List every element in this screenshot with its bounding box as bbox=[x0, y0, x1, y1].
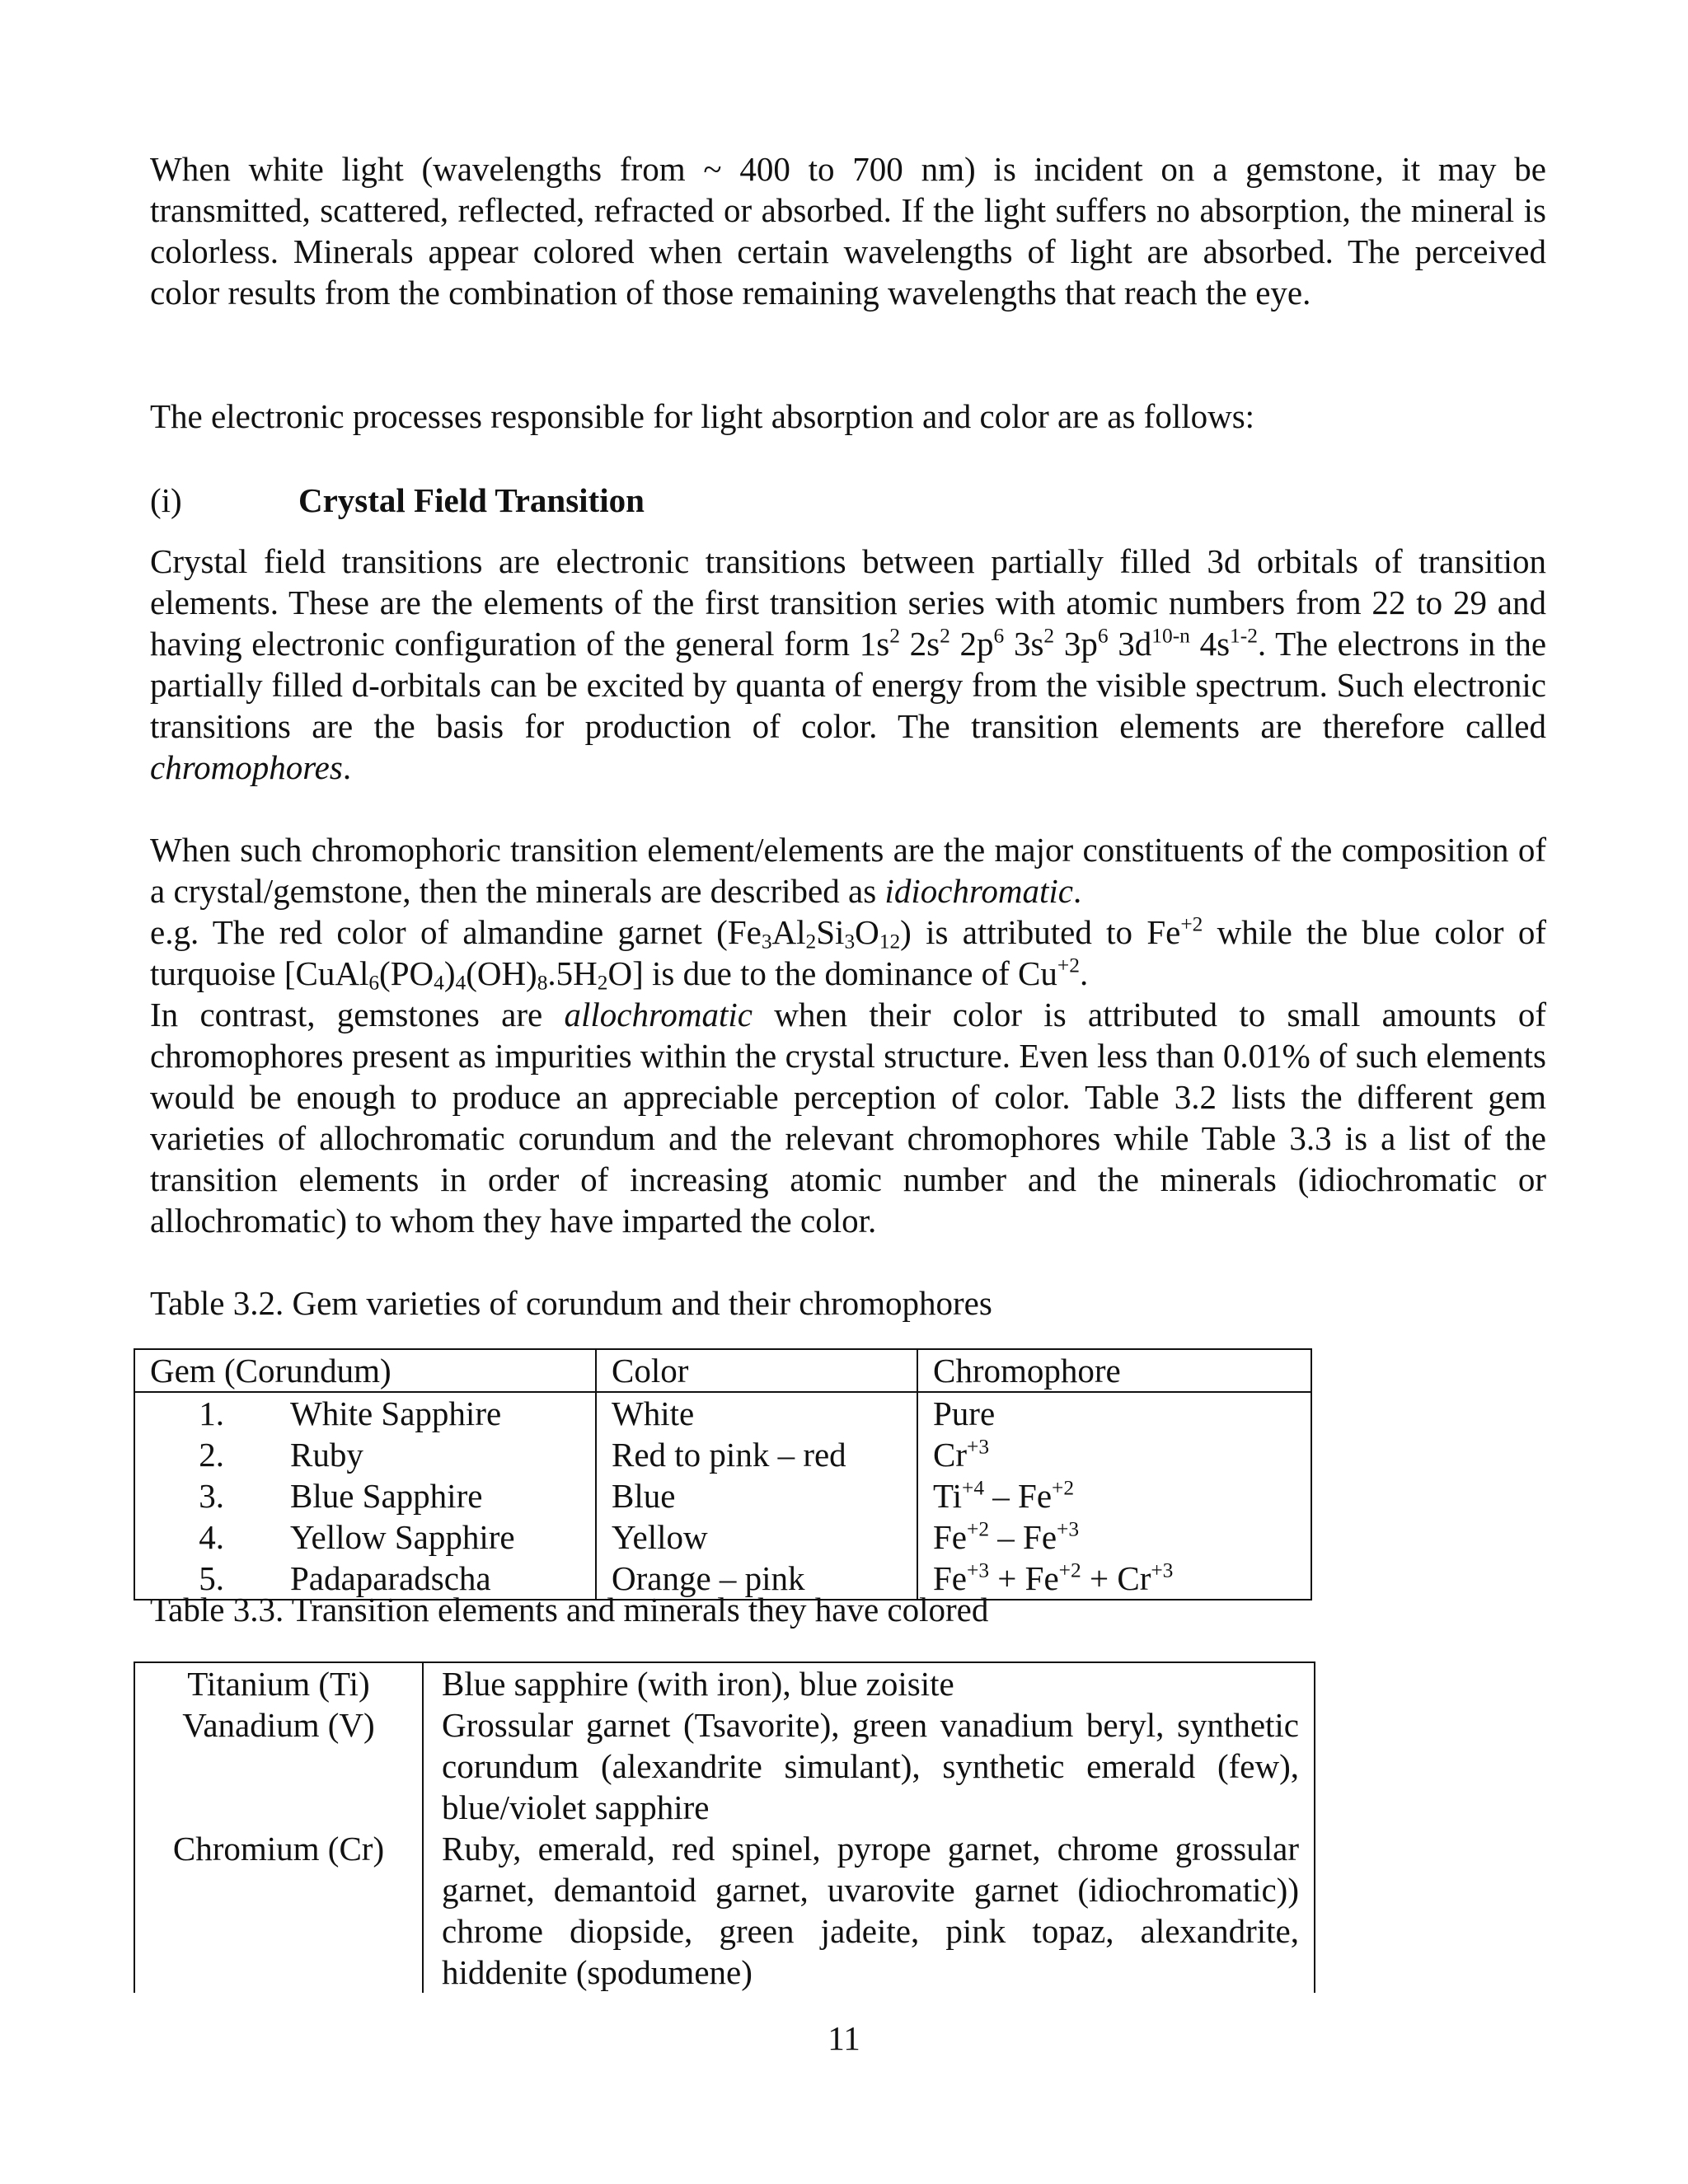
section-number: (i) bbox=[150, 481, 182, 519]
chromophore-cell: $Fe^{+2} - Fe^{+3}$ bbox=[917, 1516, 1311, 1558]
minerals-cell: Ruby, emerald, red spinel, pyrope garnet, chrome grossular garnet, demantoid garnet, uvarovite garnet (idiochromatic)) chrome diopside, green jadeite, pink topaz, alexandrite, hiddenite (spodumene) bbox=[423, 1828, 1315, 1993]
table-row bbox=[134, 1828, 1315, 1993]
column-header: Gem (Corundum) bbox=[134, 1349, 596, 1392]
table-row bbox=[134, 1662, 1315, 1704]
column-header: Color bbox=[596, 1349, 917, 1392]
color-cell: White bbox=[596, 1392, 917, 1434]
color-cell: Yellow bbox=[596, 1516, 917, 1558]
table-3-3 bbox=[134, 1661, 1315, 1993]
element-cell: Titanium (Ti) bbox=[134, 1662, 423, 1704]
chromophores-term: chromophores bbox=[150, 748, 343, 786]
page-number: 11 bbox=[828, 2019, 860, 2057]
gem-cell: 4. Yellow Sapphire bbox=[134, 1516, 596, 1558]
gem-cell: 5. Padaparadscha bbox=[134, 1558, 596, 1600]
chromophore-cell: $Cr^{+3}$ bbox=[917, 1434, 1311, 1475]
column-header: Chromophore bbox=[917, 1349, 1311, 1392]
idiochromatic-paragraph: When such chromophoric transition element/elements are the major constituents of the composition of a crystal/gemstone, then the minerals are described as idiochromatic. e.g. The red color of almandine garnet $(Fe_3Al_2Si_3O_{12})$ is attributed to $Fe^{+2}$ while the blue color of turquoise $[CuAl_6(PO_4)_4(OH)_8.5H_2O]$ is due to the dominance of $Cu^{+2}$. In contrast, gemstones are allochromatic when their color is attributed to small amounts of chromophores present as impurities within the crystal structure. Even less than 0.01% of such elements would be enough to produce an appreciable perception of color. Table 3.2 lists the different gem varieties of allochromatic corundum and the relevant chromophores while Table 3.3 is a list of the transition elements in order of increasing atomic number and the minerals (idiochromatic or allochromatic) to whom they have imparted the color. bbox=[150, 831, 1546, 1240]
gem-cell: 2. Ruby bbox=[134, 1434, 596, 1475]
section-title: Crystal Field Transition bbox=[298, 481, 645, 519]
color-cell: Blue bbox=[596, 1475, 917, 1516]
chromophore-cell: $Ti^{+4} - Fe^{+2}$ bbox=[917, 1475, 1311, 1516]
chromophore-cell: $Fe^{+3} + Fe^{+2} + Cr^{+3}$ bbox=[917, 1558, 1311, 1600]
table-3-2 bbox=[134, 1348, 1312, 1601]
chromophore-cell: Pure bbox=[917, 1392, 1311, 1434]
table-row bbox=[134, 1434, 1311, 1475]
table-3-2-caption: Table 3.2. Gem varieties of corundum and their chromophores bbox=[150, 1284, 992, 1322]
table-row bbox=[134, 1392, 1311, 1434]
element-cell: Vanadium (V) bbox=[134, 1704, 423, 1828]
gem-cell: 3. Blue Sapphire bbox=[134, 1475, 596, 1516]
intro-paragraph: When white light (wavelengths from ~ 400 to 700 nm) is incident on a gemstone, it may be transmitted, scattered, reflected, refracted or absorbed. If the light suffers no absorption, the mineral is colorless. Minerals appear colored when certain wavelengths of light are absorbed. The perceived color results from the combination of those remaining wavelengths that reach the eye. bbox=[150, 150, 1546, 312]
color-cell: Red to pink – red bbox=[596, 1434, 917, 1475]
gem-cell: 1. White Sapphire bbox=[134, 1392, 596, 1434]
table-row bbox=[134, 1475, 1311, 1516]
table-row bbox=[134, 1516, 1311, 1558]
table-row bbox=[134, 1704, 1315, 1828]
minerals-cell: Grossular garnet (Tsavorite), green vanadium beryl, synthetic corundum (alexandrite simulant), synthetic emerald (few), blue/violet sapphire bbox=[423, 1704, 1315, 1828]
section-heading bbox=[150, 480, 645, 521]
allochromatic-term: allochromatic bbox=[564, 996, 753, 1033]
color-cell: Orange – pink bbox=[596, 1558, 917, 1600]
element-cell: Chromium (Cr) bbox=[134, 1828, 423, 1993]
table-3-3-caption: Table 3.3. Transition elements and minerals they have colored bbox=[150, 1591, 989, 1629]
idiochromatic-term: idiochromatic bbox=[884, 872, 1073, 910]
processes-paragraph: The electronic processes responsible for light absorption and color are as follows: bbox=[150, 397, 1255, 435]
crystal-field-paragraph: Crystal field transitions are electronic transitions between partially filled 3d orbitals of transition elements. These are the elements of the first transition series with atomic numbers from 22 to 29 and having electronic configuration of the general form $1s^2$ $2s^2$ $2p^6$ $3s^2$ $3p^6$ $3d^{10-n}$ $4s^{1-2}$. The electrons in the partially filled d-orbitals can be excited by quanta of energy from the visible spectrum. Such electronic transitions are the basis for production of color. The transition elements are therefore called chromophores. bbox=[150, 542, 1547, 786]
minerals-cell: Blue sapphire (with iron), blue zoisite bbox=[423, 1662, 1315, 1704]
table-header-row bbox=[134, 1349, 1311, 1392]
